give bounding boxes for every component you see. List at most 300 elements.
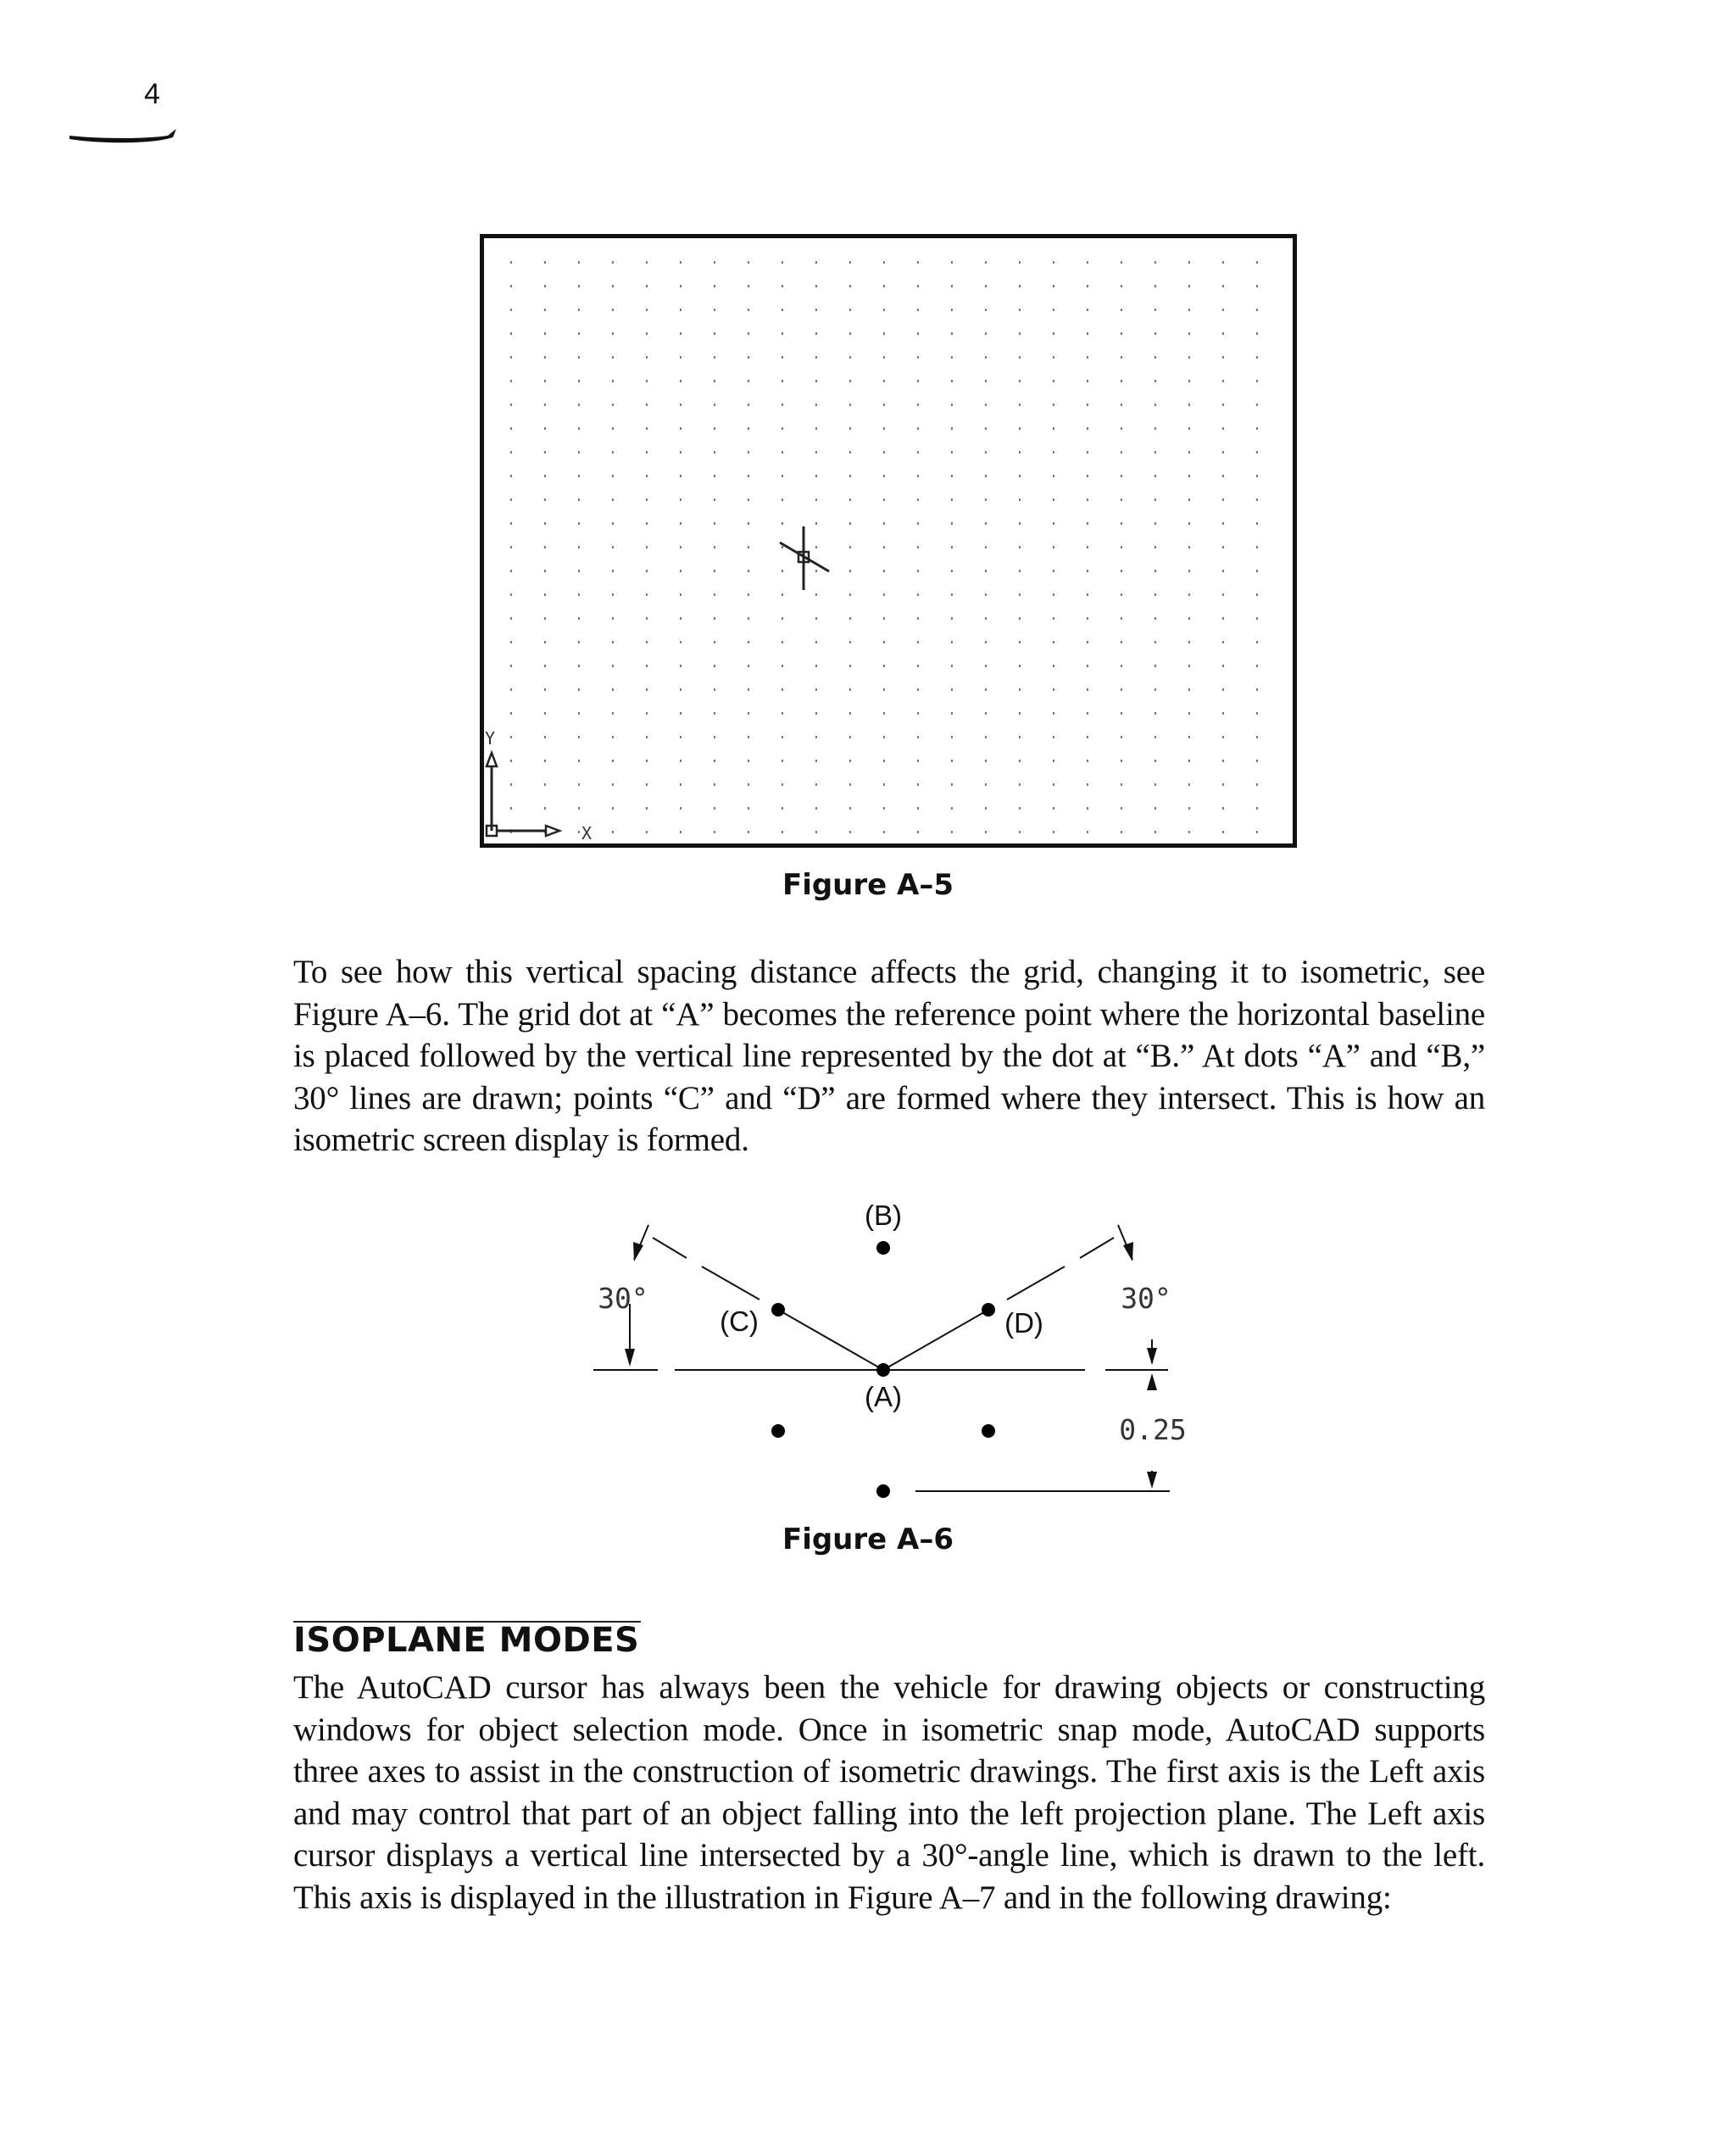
grid-dot xyxy=(815,593,817,596)
grid-dot xyxy=(1019,380,1021,382)
grid-dot xyxy=(1155,712,1156,715)
grid-dot xyxy=(985,665,987,667)
grid-dot xyxy=(1222,546,1224,548)
grid-dot xyxy=(1155,546,1156,548)
grid-dot xyxy=(1019,427,1021,430)
grid-dot xyxy=(917,688,919,691)
grid-dot xyxy=(612,498,614,501)
grid-dot xyxy=(1188,760,1190,762)
grid-dot xyxy=(1053,546,1054,548)
grid-dot xyxy=(1019,783,1021,786)
grid-dot xyxy=(985,261,987,264)
grid-dot xyxy=(985,807,987,810)
grid-dot xyxy=(1087,475,1088,477)
grid-dot xyxy=(510,593,512,596)
grid-dot xyxy=(510,736,512,738)
grid-dot xyxy=(1121,332,1122,335)
grid-dot xyxy=(815,356,817,359)
grid-dot xyxy=(815,309,817,311)
grid-dot xyxy=(849,688,851,691)
grid-dot xyxy=(1121,498,1122,501)
grid-dot xyxy=(917,356,919,359)
point-a xyxy=(876,1363,890,1377)
grid-dot xyxy=(1155,593,1156,596)
grid-dot xyxy=(917,261,919,264)
grid-dot xyxy=(951,285,953,287)
grid-dot xyxy=(748,285,749,287)
grid-dot xyxy=(1087,380,1088,382)
grid-dot xyxy=(612,641,614,643)
grid-dot xyxy=(1222,309,1224,311)
grid-dot xyxy=(680,475,682,477)
grid-dot xyxy=(544,380,546,382)
grid-dot xyxy=(510,617,512,620)
grid-dot xyxy=(612,261,614,264)
grid-dot xyxy=(646,688,648,691)
grid-dot xyxy=(815,451,817,454)
grid-dot xyxy=(1188,712,1190,715)
grid-dot xyxy=(1155,570,1156,572)
grid-dot xyxy=(1188,641,1190,643)
grid-dot xyxy=(748,332,749,335)
grid-dot xyxy=(782,404,783,406)
grid-dot xyxy=(917,475,919,477)
grid-dot xyxy=(985,546,987,548)
grid-dot xyxy=(578,641,580,643)
grid-dot xyxy=(849,475,851,477)
grid-dot xyxy=(680,380,682,382)
grid-dot xyxy=(1087,712,1088,715)
grid-dot xyxy=(544,760,546,762)
grid-dot xyxy=(680,261,682,264)
grid-dot xyxy=(782,356,783,359)
grid-dot xyxy=(815,285,817,287)
grid-dot xyxy=(951,522,953,525)
grid-dot xyxy=(510,570,512,572)
grid-dot xyxy=(714,831,715,833)
grid-dot xyxy=(714,736,715,738)
grid-dot xyxy=(883,617,885,620)
grid-dot xyxy=(612,332,614,335)
grid-dot xyxy=(544,261,546,264)
grid-dot xyxy=(646,285,648,287)
grid-dot xyxy=(782,783,783,786)
grid-dot xyxy=(1121,831,1122,833)
grid-dot xyxy=(714,570,715,572)
grid-dot xyxy=(782,427,783,430)
grid-dot xyxy=(883,309,885,311)
grid-dot xyxy=(849,404,851,406)
grid-dot xyxy=(1256,712,1258,715)
grid-dot xyxy=(1155,285,1156,287)
grid-dot xyxy=(1087,404,1088,406)
grid-dot xyxy=(849,522,851,525)
grid-dot xyxy=(1087,593,1088,596)
grid-dot xyxy=(1222,593,1224,596)
angle-label-right: 30° xyxy=(1121,1282,1171,1315)
grid-dot xyxy=(1256,380,1258,382)
grid-dot xyxy=(1155,760,1156,762)
grid-dot xyxy=(1256,332,1258,335)
grid-dot xyxy=(1188,404,1190,406)
grid-dot xyxy=(646,593,648,596)
grid-dot xyxy=(714,760,715,762)
grid-dot xyxy=(1019,261,1021,264)
grid-dot xyxy=(782,688,783,691)
grid-dot xyxy=(917,641,919,643)
grid-dot xyxy=(714,380,715,382)
grid-dot xyxy=(815,332,817,335)
grid-dot xyxy=(578,688,580,691)
grid-dot xyxy=(1155,451,1156,454)
grid-dot xyxy=(578,404,580,406)
grid-dot xyxy=(578,665,580,667)
grid-dot xyxy=(985,593,987,596)
grid-dot xyxy=(815,522,817,525)
grid-dot xyxy=(612,665,614,667)
grid-dot xyxy=(883,261,885,264)
grid-dot xyxy=(1053,451,1054,454)
grid-dot xyxy=(714,427,715,430)
grid-dot xyxy=(1155,807,1156,810)
grid-dot xyxy=(1019,617,1021,620)
grid-dot xyxy=(510,380,512,382)
grid-dot xyxy=(849,427,851,430)
grid-dot xyxy=(815,570,817,572)
grid-dot xyxy=(1019,356,1021,359)
grid-dot xyxy=(1053,332,1054,335)
grid-dot xyxy=(1053,522,1054,525)
grid-dot xyxy=(951,570,953,572)
grid-dot xyxy=(1053,498,1054,501)
grid-dot xyxy=(1121,736,1122,738)
grid-dot xyxy=(1019,712,1021,715)
grid-dot xyxy=(1053,570,1054,572)
grid-dot xyxy=(544,783,546,786)
grid-dot xyxy=(544,712,546,715)
grid-dot xyxy=(578,712,580,715)
grid-dot xyxy=(714,712,715,715)
grid-dot xyxy=(714,332,715,335)
grid-dot xyxy=(951,617,953,620)
grid-dot xyxy=(646,475,648,477)
grid-dot xyxy=(748,688,749,691)
grid-dot xyxy=(917,498,919,501)
grid-dot xyxy=(1256,688,1258,691)
grid-dot xyxy=(883,546,885,548)
grid-dot xyxy=(680,617,682,620)
grid-dot xyxy=(612,522,614,525)
grid-dot xyxy=(680,404,682,406)
grid-dot xyxy=(985,380,987,382)
grid-point-bottom xyxy=(876,1484,890,1498)
grid-dot xyxy=(782,261,783,264)
grid-dot xyxy=(985,688,987,691)
grid-dot xyxy=(1087,285,1088,287)
grid-dot xyxy=(714,285,715,287)
grid-dot xyxy=(1188,688,1190,691)
grid-dot xyxy=(578,593,580,596)
grid-dot xyxy=(510,712,512,715)
grid-dot xyxy=(680,522,682,525)
grid-dot xyxy=(1053,712,1054,715)
grid-dot xyxy=(544,617,546,620)
grid-dot xyxy=(849,570,851,572)
grid-dot xyxy=(578,760,580,762)
grid-dot xyxy=(646,498,648,501)
grid-dot xyxy=(646,309,648,311)
grid-dot xyxy=(917,522,919,525)
grid-dot xyxy=(849,712,851,715)
grid-dot xyxy=(1256,570,1258,572)
grid-dot xyxy=(544,570,546,572)
grid-dot xyxy=(612,546,614,548)
grid-dot xyxy=(1256,427,1258,430)
grid-dot xyxy=(782,736,783,738)
grid-dot xyxy=(680,570,682,572)
grid-dot xyxy=(985,356,987,359)
figure-a5-caption: Figure A–5 xyxy=(782,868,954,902)
grid-dot xyxy=(782,807,783,810)
grid-dot xyxy=(1053,356,1054,359)
grid-dot xyxy=(1087,546,1088,548)
grid-dot xyxy=(748,475,749,477)
grid-dot xyxy=(748,617,749,620)
grid-dot xyxy=(1053,641,1054,643)
grid-dot xyxy=(1053,760,1054,762)
grid-dot xyxy=(748,760,749,762)
grid-dot xyxy=(612,831,614,833)
grid-dot xyxy=(646,261,648,264)
grid-dot xyxy=(849,498,851,501)
grid-dot xyxy=(883,332,885,335)
grid-dot xyxy=(782,475,783,477)
grid-dot xyxy=(1188,570,1190,572)
grid-dot xyxy=(849,356,851,359)
grid-dot xyxy=(578,332,580,335)
grid-dot xyxy=(917,546,919,548)
grid-dot xyxy=(1188,475,1190,477)
grid-dot xyxy=(883,760,885,762)
grid-dot xyxy=(510,665,512,667)
grid-dot xyxy=(951,404,953,406)
page-number: 4 xyxy=(144,78,160,110)
grid-dot xyxy=(917,712,919,715)
grid-dot xyxy=(578,309,580,311)
grid-dot xyxy=(612,285,614,287)
grid-dot xyxy=(951,332,953,335)
grid-dot xyxy=(1087,783,1088,786)
grid-dot xyxy=(917,427,919,430)
figure-a6-caption: Figure A–6 xyxy=(782,1523,954,1556)
grid-dot xyxy=(1188,736,1190,738)
grid-dot xyxy=(510,760,512,762)
grid-dot xyxy=(1087,451,1088,454)
grid-dot xyxy=(815,760,817,762)
grid-dot xyxy=(1188,522,1190,525)
grid-dot xyxy=(782,451,783,454)
grid-dot xyxy=(1019,546,1021,548)
grid-dot xyxy=(1155,783,1156,786)
grid-dot xyxy=(1256,309,1258,311)
grid-dot xyxy=(883,404,885,406)
grid-dot xyxy=(985,712,987,715)
grid-dot xyxy=(1256,475,1258,477)
grid-dot xyxy=(578,285,580,287)
grid-dot xyxy=(1121,617,1122,620)
grid-dot xyxy=(544,665,546,667)
grid-dot xyxy=(1121,356,1122,359)
grid-dot xyxy=(782,593,783,596)
grid-dot xyxy=(646,356,648,359)
grid-dot xyxy=(646,522,648,525)
grid-dot xyxy=(612,593,614,596)
grid-dot xyxy=(1121,712,1122,715)
grid-dot xyxy=(1019,475,1021,477)
grid-dot xyxy=(815,688,817,691)
grid-dot xyxy=(1188,427,1190,430)
page-number-swoosh xyxy=(68,119,186,144)
grid-dot xyxy=(1155,404,1156,406)
grid-dot xyxy=(883,475,885,477)
grid-dot xyxy=(1256,498,1258,501)
grid-dot xyxy=(1121,427,1122,430)
grid-dot xyxy=(1188,665,1190,667)
point-c xyxy=(771,1303,785,1317)
grid-dot xyxy=(985,831,987,833)
grid-dot xyxy=(1155,736,1156,738)
grid-dot xyxy=(849,332,851,335)
grid-dot xyxy=(510,356,512,359)
grid-dot xyxy=(1121,546,1122,548)
grid-dot xyxy=(917,380,919,382)
grid-dot xyxy=(612,380,614,382)
grid-dot xyxy=(1121,641,1122,643)
grid-dot xyxy=(1222,380,1224,382)
grid-dot xyxy=(544,285,546,287)
grid-dot xyxy=(782,760,783,762)
grid-dot xyxy=(917,404,919,406)
grid-dot xyxy=(951,760,953,762)
grid-dot xyxy=(1019,285,1021,287)
grid-dot xyxy=(917,807,919,810)
grid-dot xyxy=(849,285,851,287)
grid-dot xyxy=(849,641,851,643)
grid-dot xyxy=(748,261,749,264)
grid-dot xyxy=(510,285,512,287)
grid-dot xyxy=(1256,356,1258,359)
grid-dot xyxy=(748,546,749,548)
grid-dot xyxy=(1256,641,1258,643)
grid-dot xyxy=(680,783,682,786)
grid-dot xyxy=(714,404,715,406)
grid-dot xyxy=(985,309,987,311)
grid-dot xyxy=(985,570,987,572)
grid-dot xyxy=(951,688,953,691)
grid-dot xyxy=(510,404,512,406)
grid-dot xyxy=(849,451,851,454)
grid-dot xyxy=(1087,736,1088,738)
grid-dot xyxy=(544,475,546,477)
grid-dot xyxy=(883,593,885,596)
grid-dot xyxy=(917,760,919,762)
grid-dot xyxy=(782,498,783,501)
grid-dot xyxy=(1188,261,1190,264)
grid-dot xyxy=(883,807,885,810)
grid-dot xyxy=(849,807,851,810)
grid-dot xyxy=(883,451,885,454)
grid-dot xyxy=(646,736,648,738)
grid-dot xyxy=(714,617,715,620)
angle-label-left: 30° xyxy=(598,1282,648,1315)
grid-dot xyxy=(917,309,919,311)
grid-dot xyxy=(1087,427,1088,430)
grid-dot xyxy=(951,807,953,810)
grid-dot xyxy=(578,522,580,525)
grid-dot xyxy=(714,546,715,548)
grid-dot xyxy=(1222,522,1224,525)
figure-a6-isometric-construction xyxy=(576,1187,1221,1509)
grid-dot xyxy=(714,498,715,501)
grid-dot xyxy=(510,688,512,691)
grid-dot xyxy=(951,831,953,833)
grid-dot xyxy=(544,641,546,643)
grid-dot xyxy=(815,665,817,667)
grid-dot xyxy=(748,404,749,406)
grid-dot xyxy=(680,451,682,454)
grid-dot xyxy=(1087,807,1088,810)
grid-dot xyxy=(985,285,987,287)
grid-dot xyxy=(849,261,851,264)
grid-dot xyxy=(951,475,953,477)
grid-dot xyxy=(917,570,919,572)
grid-dot xyxy=(1222,712,1224,715)
grid-dot xyxy=(1155,641,1156,643)
grid-dot xyxy=(1019,688,1021,691)
grid-dot xyxy=(612,570,614,572)
grid-dot xyxy=(985,736,987,738)
grid-dot xyxy=(951,380,953,382)
grid-dot xyxy=(883,498,885,501)
grid-dot xyxy=(680,498,682,501)
grid-dot xyxy=(1087,498,1088,501)
grid-dot xyxy=(1053,688,1054,691)
grid-dot xyxy=(714,641,715,643)
grid-dot xyxy=(612,783,614,786)
grid-dot xyxy=(1121,380,1122,382)
grid-dot xyxy=(1019,404,1021,406)
grid-dot xyxy=(1121,285,1122,287)
grid-dot xyxy=(544,356,546,359)
grid-dot xyxy=(510,807,512,810)
grid-dot xyxy=(1256,522,1258,525)
grid-dot xyxy=(917,831,919,833)
grid-dot xyxy=(883,688,885,691)
grid-dot xyxy=(1053,427,1054,430)
grid-dot xyxy=(1222,404,1224,406)
grid-dot xyxy=(1053,593,1054,596)
grid-dot xyxy=(1053,309,1054,311)
grid-dot xyxy=(612,736,614,738)
grid-dot xyxy=(1256,736,1258,738)
grid-dot xyxy=(510,427,512,430)
grid-dot xyxy=(849,380,851,382)
grid-dot xyxy=(544,522,546,525)
grid-dot xyxy=(680,712,682,715)
grid-dot xyxy=(1256,760,1258,762)
grid-dot xyxy=(1121,760,1122,762)
grid-dot xyxy=(1121,309,1122,311)
